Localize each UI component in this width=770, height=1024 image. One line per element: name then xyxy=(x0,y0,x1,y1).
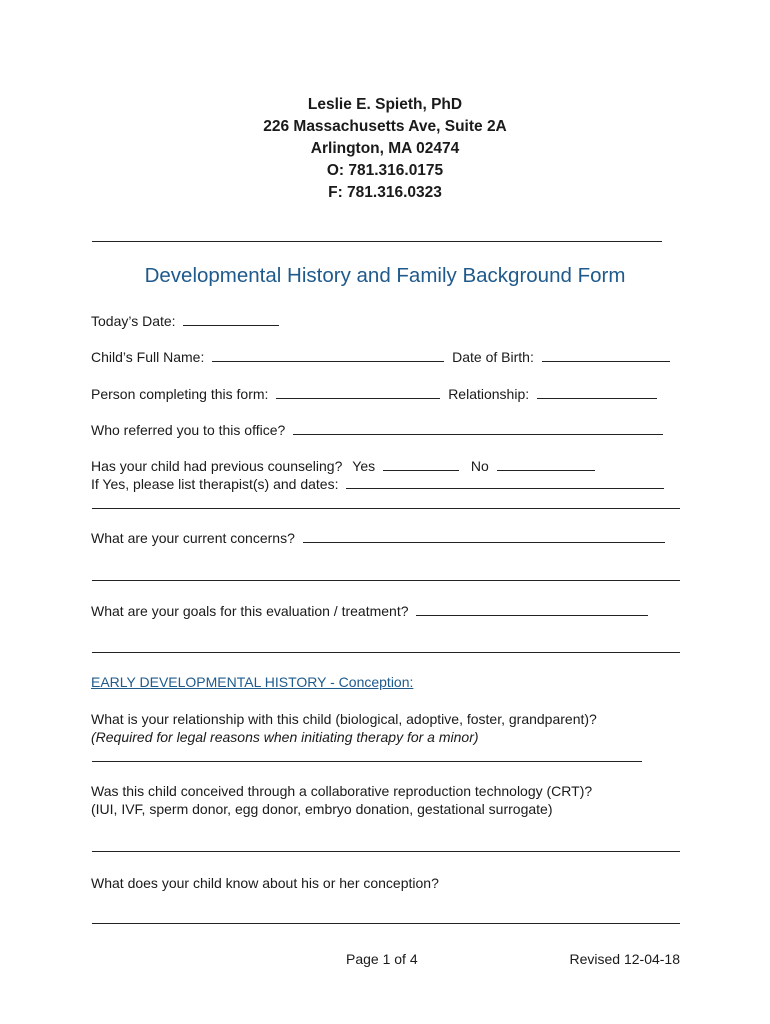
counseling-no-field[interactable] xyxy=(497,457,595,471)
office-phone: O: 781.316.0175 xyxy=(326,162,444,179)
referred-label: Who referred you to this office? xyxy=(91,422,286,438)
therapists-field[interactable] xyxy=(346,475,664,489)
conception-answer-line[interactable] xyxy=(92,923,680,924)
address-line-1: 226 Massachusetts Ave, Suite 2A xyxy=(263,118,507,135)
revision-date: Revised 12-04-18 xyxy=(569,951,680,967)
concerns-row xyxy=(91,529,665,547)
fax-number: F: 781.316.0323 xyxy=(328,184,442,201)
child-name-label: Child’s Full Name: xyxy=(91,349,205,365)
todays-date-label: Today’s Date: xyxy=(91,313,176,329)
counseling-no-label: No xyxy=(470,458,489,474)
crt-options: (IUI, IVF, sperm donor, egg donor, embryo donation, gestational surrogate) xyxy=(91,801,553,817)
counseling-row xyxy=(91,457,595,475)
concerns-field[interactable] xyxy=(303,529,665,543)
todays-date-row xyxy=(91,312,279,330)
goals-label: What are your goals for this evaluation / treatment? xyxy=(91,603,409,619)
concerns-continuation-line[interactable] xyxy=(92,580,680,581)
therapists-continuation-line[interactable] xyxy=(92,508,680,509)
dob-label: Date of Birth: xyxy=(452,349,534,365)
counseling-label: Has your child had previous counseling? xyxy=(91,458,343,474)
crt-question: Was this child conceived through a collaborative reproduction technology (CRT)? xyxy=(91,783,593,799)
address-line-2: Arlington, MA 02474 xyxy=(310,140,460,157)
child-name-row xyxy=(91,348,670,366)
person-completing-row xyxy=(91,385,657,403)
child-name-field[interactable] xyxy=(212,348,444,362)
therapists-label: If Yes, please list therapist(s) and dates: xyxy=(91,476,339,492)
todays-date-field[interactable] xyxy=(183,312,279,326)
referred-row xyxy=(91,421,663,439)
header-separator xyxy=(92,241,662,242)
person-completing-field[interactable] xyxy=(276,385,440,399)
form-title: Developmental History and Family Background Form xyxy=(144,264,626,287)
concerns-label: What are your current concerns? xyxy=(91,530,295,546)
relationship-question: What is your relationship with this child (biological, adoptive, foster, grandparent)? xyxy=(91,711,597,727)
practitioner-name: Leslie E. Spieth, PhD xyxy=(307,96,463,113)
page-number: Page 1 of 4 xyxy=(346,951,418,967)
relationship-note: (Required for legal reasons when initiating therapy for a minor) xyxy=(91,729,479,745)
therapists-row xyxy=(91,475,664,493)
goals-field[interactable] xyxy=(416,602,648,616)
relationship-field[interactable] xyxy=(537,385,657,399)
crt-answer-line[interactable] xyxy=(92,851,680,852)
goals-row xyxy=(91,602,648,620)
conception-question: What does your child know about his or her conception? xyxy=(91,875,439,891)
dob-field[interactable] xyxy=(542,348,670,362)
counseling-yes-label: Yes xyxy=(352,458,376,474)
counseling-yes-field[interactable] xyxy=(383,457,459,471)
goals-continuation-line[interactable] xyxy=(92,652,680,653)
relationship-label: Relationship: xyxy=(448,386,530,402)
relationship-answer-line[interactable] xyxy=(92,761,642,762)
section-heading-conception: EARLY DEVELOPMENTAL HISTORY - Conception: xyxy=(91,674,414,690)
person-completing-label: Person completing this form: xyxy=(91,386,269,402)
referred-field[interactable] xyxy=(293,421,663,435)
